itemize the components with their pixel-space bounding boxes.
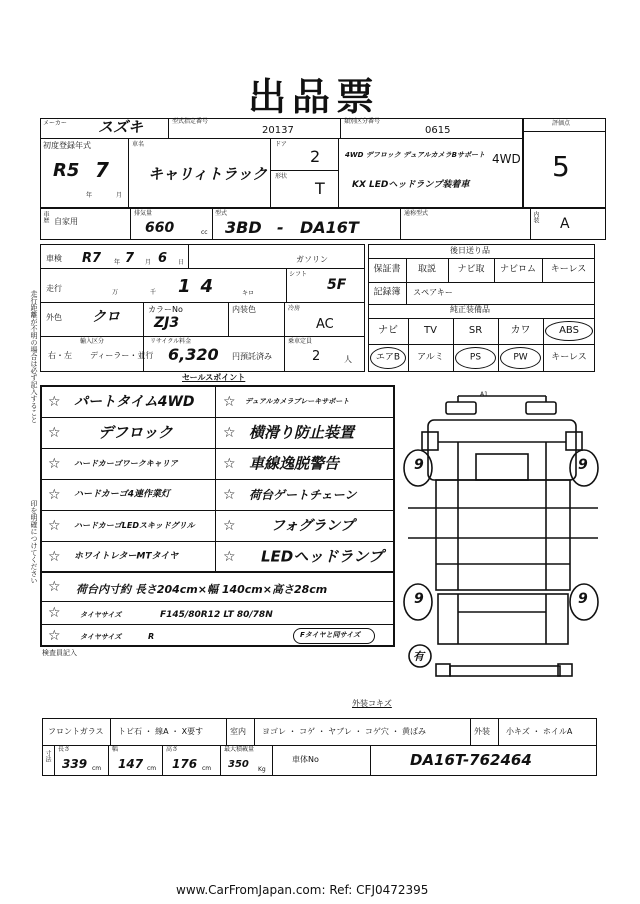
sales-point <box>215 418 395 449</box>
star-icon: ☆ <box>48 628 61 644</box>
mark-note: 印を明確につけてください <box>30 500 38 584</box>
car-name-value: キャリィトラック <box>148 165 268 183</box>
insp-y-unit: 年 <box>114 259 121 266</box>
color-no-value: ZJ3 <box>154 315 180 331</box>
grade-value: 5 <box>552 150 570 183</box>
docs-row-1 <box>368 258 595 282</box>
sales-point <box>40 418 215 449</box>
sales-point <box>40 480 215 511</box>
damage-mark-spare: 有 <box>413 650 424 663</box>
damage-mark-fl: 9 <box>414 457 424 473</box>
circle-mark-icon <box>545 321 593 341</box>
doc-item: ナビロム <box>499 264 536 275</box>
recycle-value: 6,320 <box>168 345 219 364</box>
star-icon: ☆ <box>223 487 236 503</box>
sales-point-text: ハードカーゴLEDスキッドグリル <box>74 521 195 530</box>
interior-grade-label: 内装 <box>532 211 539 223</box>
equip-item: PS <box>469 352 482 363</box>
width-label: 幅 <box>112 746 119 753</box>
doc-item: 保証書 <box>373 264 401 275</box>
chassis-value: DA16T-762464 <box>410 751 532 769</box>
circle-mark-icon <box>455 347 496 369</box>
era-value: R5 <box>53 160 80 181</box>
length-unit: cm <box>92 765 102 772</box>
capacity-value: 2 <box>312 349 321 364</box>
footer-ref: www.CarFromJapan.com: Ref: CFJ0472395 <box>176 883 429 897</box>
mileage-sen: 千 <box>150 289 157 296</box>
class-no-label: 類別区分番号 <box>344 118 381 125</box>
type-value: DA16T <box>300 218 359 237</box>
use-label: 車歴 <box>42 211 49 223</box>
chassis-label: 車体No <box>292 755 319 764</box>
maker-label: メーカー <box>43 120 67 127</box>
mileage-man: 万 <box>112 289 119 296</box>
mileage-km: キロ <box>242 290 255 297</box>
mileage-value: 14 <box>178 276 224 297</box>
model-no-label: 型式指定番号 <box>172 118 209 125</box>
common-type-label: 通称型式 <box>404 210 429 217</box>
int-color-label: 内装色 <box>232 305 256 314</box>
bed-dimensions: 荷台内寸約 長さ204cm×幅 140cm×高さ28cm <box>76 583 328 596</box>
equip-item: SR <box>468 325 483 336</box>
star-icon: ☆ <box>223 549 236 565</box>
sales-point <box>40 542 215 573</box>
interior-cond-value: ヨゴレ ・ コゲ ・ ヤブレ ・ コゲ穴 ・ 黄ばみ <box>262 727 427 736</box>
equip-item: アルミ <box>417 352 444 363</box>
windshield-value: トビ石 ・ 線A ・ X要す <box>118 727 204 736</box>
star-icon: ☆ <box>48 487 61 503</box>
equip-row-1 <box>368 318 595 344</box>
star-icon: ☆ <box>48 605 61 621</box>
spec-line-1: 4WD デフロック デュアルカメラBサポート <box>345 151 485 159</box>
cc-unit: cc <box>201 229 208 236</box>
damage-mark-rr: 9 <box>578 591 588 607</box>
capacity-label: 乗車定員 <box>288 338 313 345</box>
sales-point-text: デフロック <box>98 423 173 442</box>
doc-item: キーレス <box>550 264 587 275</box>
grade-label: 評価点 <box>552 120 571 127</box>
dim-label: 寸法 <box>44 750 51 762</box>
ac-value: AC <box>316 317 334 332</box>
circle-mark-icon <box>370 347 406 369</box>
shift-value: 5F <box>327 277 347 293</box>
class-no-value: 0615 <box>425 125 451 136</box>
ext-color-label: 外色 <box>46 313 62 322</box>
sales-point-text: 車線逸脱警告 <box>249 454 340 473</box>
displacement-label: 排気量 <box>134 210 153 217</box>
maker-value: スズキ <box>98 118 144 136</box>
inspector-label: 検査員記入 <box>42 649 77 657</box>
sales-point <box>40 387 215 418</box>
doc-item: スペアキー <box>413 288 453 297</box>
star-icon: ☆ <box>48 549 61 565</box>
month-unit: 月 <box>116 192 123 199</box>
import-label: 輸入区分 <box>80 338 105 345</box>
shift-label: シフト <box>289 271 308 278</box>
damage-mark-rl: 9 <box>414 591 424 607</box>
use-value: 自家用 <box>54 217 78 226</box>
docs-row-2 <box>368 282 595 304</box>
windshield-label: フロントガラス <box>48 727 104 736</box>
equip-item: PW <box>513 352 528 363</box>
interior-cond-label: 室内 <box>230 727 246 736</box>
load-value: 350 <box>228 759 249 770</box>
tire-label: タイヤサイズ <box>80 611 122 619</box>
doors-value: 2 <box>310 147 321 166</box>
length-value: 339 <box>62 757 88 771</box>
sales-point-text: ホワイトレターMTタイヤ <box>74 551 179 562</box>
doc-item: 取説 <box>417 264 436 275</box>
load-label: 最大積載量 <box>224 746 255 753</box>
form-label: 形状 <box>275 173 288 180</box>
type-dash: - <box>277 218 284 237</box>
insp-era: R7 <box>82 251 102 266</box>
vehicle-diagram <box>398 388 608 688</box>
recycle-unit: 円預託済み <box>232 352 272 361</box>
height-unit: cm <box>202 765 212 772</box>
ac-label: 冷房 <box>288 305 301 312</box>
sales-point <box>215 480 395 511</box>
form-value: T <box>315 179 325 198</box>
star-icon: ☆ <box>223 456 236 472</box>
displacement-value: 660 <box>145 220 175 236</box>
diagram-a1: A1 <box>480 391 488 398</box>
height-label: 高さ <box>166 746 179 753</box>
equip-item: キーレス <box>551 352 587 363</box>
equip-header: 純正装備品 <box>450 305 490 314</box>
width-value: 147 <box>118 757 144 771</box>
type-prefix: 3BD <box>225 218 262 237</box>
door-label: ドア <box>275 141 287 148</box>
star-icon: ☆ <box>48 518 61 534</box>
sales-point <box>215 542 395 573</box>
color-no-label: カラーNo <box>148 305 183 314</box>
recycle-label: リサイクル料金 <box>150 338 192 345</box>
equip-item: ナビ <box>378 325 398 336</box>
sales-point <box>40 449 215 480</box>
width-unit: cm <box>147 765 157 772</box>
sales-point-text: 横滑り防止装置 <box>249 423 355 442</box>
first-reg-label: 初度登録年式 <box>43 141 91 150</box>
insp-year: 7 <box>125 251 135 266</box>
doc-item: 記録簿 <box>373 287 401 298</box>
star-icon: ☆ <box>223 425 236 441</box>
star-icon: ☆ <box>48 456 61 472</box>
year-value: 7 <box>95 158 109 182</box>
tire-rear-label: タイヤサイズ <box>80 633 122 641</box>
insp-m-unit: 月 <box>145 259 152 266</box>
star-icon: ☆ <box>48 394 61 410</box>
exterior-scratch-label: 外装コキズ <box>352 699 392 708</box>
equip-item: エアB <box>375 352 401 363</box>
insp-day: 日 <box>178 259 185 266</box>
sales-point-text: デュアルカメラブレーキサポート <box>245 397 350 406</box>
sales-point <box>215 449 395 480</box>
star-icon: ☆ <box>48 579 61 595</box>
sales-point-text: パートタイム4WD <box>74 394 195 410</box>
mileage-note: 走行距離が不明の場合は必ず記入すること <box>30 290 38 423</box>
sales-point <box>215 511 395 542</box>
star-icon: ☆ <box>223 518 236 534</box>
interior-grade-value: A <box>560 216 570 232</box>
drive-value: 4WD <box>492 152 521 166</box>
damage-mark-fr: 9 <box>578 457 588 473</box>
fuel-value: ガソリン <box>296 255 328 264</box>
doc-item: ナビ取 <box>457 264 485 275</box>
sales-point <box>215 387 395 418</box>
length-label: 長さ <box>58 746 71 753</box>
height-value: 176 <box>172 757 198 771</box>
spec-line-2: KX LEDヘッドランプ装着車 <box>352 180 470 190</box>
sales-point-text: ハードカーゴ4連作業灯 <box>74 489 170 500</box>
docs-header: 後日送り品 <box>450 246 490 255</box>
tire-rear-value: R <box>148 632 155 641</box>
sales-point-text: LEDヘッドランプ <box>261 547 384 566</box>
star-icon: ☆ <box>223 394 236 410</box>
exterior-cond-value: 小キズ ・ ホイルA <box>506 727 573 736</box>
mileage-label: 走行 <box>46 284 62 293</box>
handle-value: 右・左 <box>48 351 72 360</box>
sales-point-text: 荷台ゲートチェーン <box>249 488 357 502</box>
type-label: 型式 <box>215 210 228 217</box>
star-icon: ☆ <box>48 425 61 441</box>
equip-item: TV <box>424 325 437 336</box>
model-no-value: 20137 <box>262 125 294 136</box>
sales-point <box>40 511 215 542</box>
insp-month: 6 <box>158 251 168 266</box>
sales-point-text: ハードカーゴワークキャリア <box>74 459 178 468</box>
car-name-label: 車名 <box>132 141 145 148</box>
ext-color-value: クロ <box>92 309 120 325</box>
capacity-unit: 人 <box>344 355 352 364</box>
year-unit: 年 <box>86 192 93 199</box>
dealer-value: ディーラー・並行 <box>90 351 154 360</box>
tire-rear-note: Fタイヤと同サイズ <box>300 631 361 639</box>
exterior-cond-label: 外装 <box>474 727 490 736</box>
sales-point-text: フォグランプ <box>271 518 355 534</box>
equip-row-2 <box>368 344 595 372</box>
sales-header: セールスポイント <box>182 373 246 382</box>
page-title: 出品票 <box>248 75 381 119</box>
inspection-label: 車検 <box>46 254 62 263</box>
equip-item: ABS <box>559 325 579 336</box>
load-unit: Kg <box>258 766 266 773</box>
circle-mark-icon <box>500 347 541 369</box>
tire-value: F145/80R12 LT 80/78N <box>160 610 273 620</box>
equip-item: カワ <box>510 325 531 336</box>
